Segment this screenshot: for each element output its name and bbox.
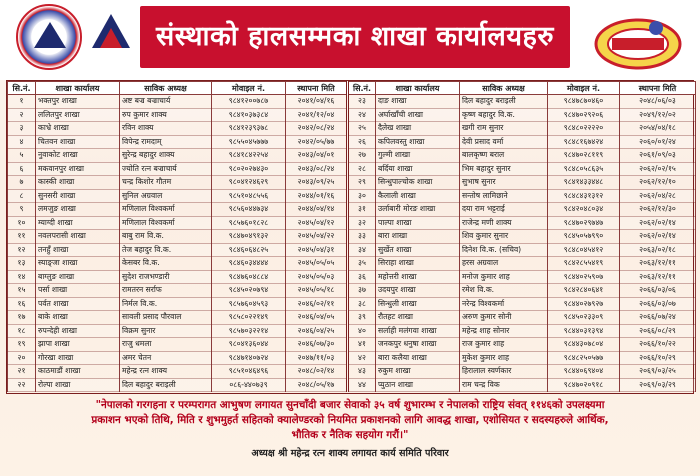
table-row xyxy=(8,338,696,352)
left-branch-name-cell: रोल्पा शाखा xyxy=(36,378,120,392)
table-row xyxy=(8,149,696,163)
right-mobile-cell: ९८४४०६९४०४ xyxy=(548,365,620,379)
left-established-date-cell: २०४५/०४/२२ xyxy=(286,230,348,244)
triangle-logo-icon xyxy=(88,12,134,52)
right-chairperson-cell: कृष्ण बहादुर वि.क. xyxy=(460,108,548,122)
anniversary-logo-icon xyxy=(592,14,684,72)
left-established-date-cell: २०४३/०९/२५ xyxy=(286,176,348,190)
left-serial-number-cell: ३ xyxy=(8,122,36,136)
left-serial-number-cell: ८ xyxy=(8,189,36,203)
left-established-date-cell: २०४२/०५/७७ xyxy=(286,135,348,149)
left-serial-number-cell: १७ xyxy=(8,311,36,325)
table-row xyxy=(8,230,696,244)
left-branch-name-cell: मकवानपुर शाखा xyxy=(36,162,120,176)
right-established-date-cell: २०६९/०३/२५ xyxy=(620,365,696,379)
left-serial-number-cell: ९ xyxy=(8,203,36,217)
left-established-date-cell: २०४३/०८/२४ xyxy=(286,162,348,176)
left-mobile-cell: ९८०४१३६०४४ xyxy=(212,338,286,352)
left-branch-name-cell: भक्तपुर शाखा xyxy=(36,95,120,109)
left-mobile-cell: ९८५१०४८५५६ xyxy=(212,189,286,203)
right-chairperson-cell: महेन्द्र शाह सोनार xyxy=(460,324,548,338)
right-mobile-cell: ९८४५०२३३०९ xyxy=(548,311,620,325)
right-chairperson-cell: राज कुमार शाह xyxy=(460,338,548,352)
left-chairperson-cell: केसबर वि.क. xyxy=(120,257,212,271)
left-established-date-cell: २०४५/०५/१८ xyxy=(286,284,348,298)
right-chairperson-cell: मुकेश कुमार शाह xyxy=(460,351,548,365)
left-established-date-cell: २०४६/०२/११ xyxy=(286,297,348,311)
left-chairperson-cell: रुप कुमार शाक्य xyxy=(120,108,212,122)
left-branch-name-cell: म्याग्दी शाखा xyxy=(36,216,120,230)
right-established-date-cell: २०६२/१२/१० xyxy=(620,176,696,190)
left-serial-number-cell: १३ xyxy=(8,257,36,271)
left-serial-number-cell: २१ xyxy=(8,365,36,379)
left-established-date-cell: २०४५/०४/३१ xyxy=(286,243,348,257)
left-established-date-cell: २०४५/०४/१२ xyxy=(286,216,348,230)
table-row xyxy=(8,351,696,365)
left-mobile-cell: ९८४१८४२२५४ xyxy=(212,149,286,163)
left-branch-name-cell: नवलपरासी शाखा xyxy=(36,230,120,244)
right-established-date-cell: २०६३/१२/११ xyxy=(620,257,696,271)
right-mobile-cell: ९८४७८७०४६० xyxy=(548,95,620,109)
table-body xyxy=(8,95,696,392)
right-chairperson-cell: अरुण कुमार सोनी xyxy=(460,311,548,325)
right-established-date-cell: २०६६/०८/२९ xyxy=(620,324,696,338)
right-serial-number-cell: ४० xyxy=(348,324,376,338)
right-mobile-cell: ९८४२८४०६४१ xyxy=(548,284,620,298)
table-row xyxy=(8,162,696,176)
column-header: मोवाइल नं. xyxy=(548,82,620,95)
table-row xyxy=(8,203,696,217)
left-serial-number-cell: १२ xyxy=(8,243,36,257)
table-row xyxy=(8,122,696,136)
left-chairperson-cell: चन्द्र किशोर गौतम xyxy=(120,176,212,190)
right-chairperson-cell: देवी प्रसाद वर्मा xyxy=(460,135,548,149)
left-serial-number-cell: ६ xyxy=(8,162,36,176)
right-chairperson-cell: राम चन्द्र विक xyxy=(460,378,548,392)
right-mobile-cell: ९८४४३०७८०४ xyxy=(548,338,620,352)
right-chairperson-cell: राजेन्द्र मणी शाक्य xyxy=(460,216,548,230)
right-chairperson-cell: मनोज कुमार शाह xyxy=(460,270,548,284)
right-established-date-cell: २०६९/०३/२९ xyxy=(620,378,696,392)
table-row xyxy=(8,95,696,109)
column-header: स्थापना मिति xyxy=(620,82,696,95)
right-mobile-cell: ९८४४०२७९२७ xyxy=(548,297,620,311)
right-branch-name-cell: जनकपुर धनुषा शाखा xyxy=(376,338,460,352)
right-chairperson-cell: शिव कुमार सुनार xyxy=(460,230,548,244)
right-mobile-cell: ९८४७०२९७४७ xyxy=(548,216,620,230)
right-serial-number-cell: २६ xyxy=(348,135,376,149)
right-chairperson-cell: बालकृष्ण बराल xyxy=(460,149,548,163)
left-mobile-cell: ९८०२०२७४३० xyxy=(212,162,286,176)
left-chairperson-cell: सावली प्रसाद पौरवाल xyxy=(120,311,212,325)
left-established-date-cell: २०४२/०८/२४ xyxy=(286,122,348,136)
right-chairperson-cell: नरेन्द्र विश्वकर्मा xyxy=(460,297,548,311)
left-mobile-cell: ९८५७६०१८२८ xyxy=(212,216,286,230)
right-established-date-cell: २०६३/०२/१८ xyxy=(620,243,696,257)
right-serial-number-cell: २५ xyxy=(348,122,376,136)
right-serial-number-cell: २३ xyxy=(348,95,376,109)
footer-line: "नेपालको गरगहना र परम्परागत आभुषण लगायत सुनचाँदी बजार सेवाको ३५ वर्ष शुभारम्भ र नेपालको राष्ट्रिय संवत् ११४६को उपलक्ष्यमा xyxy=(95,399,605,411)
right-serial-number-cell: ४१ xyxy=(348,338,376,352)
right-mobile-cell: ९८४८४३१३१२ xyxy=(548,189,620,203)
right-mobile-cell: ९८४७०२९२०६ xyxy=(548,108,620,122)
right-branch-name-cell: बर्दिया शाखा xyxy=(376,162,460,176)
right-branch-name-cell: सिन्धुपाल्चोक शाखा xyxy=(376,176,460,190)
right-serial-number-cell: ३९ xyxy=(348,311,376,325)
left-mobile-cell: ९८४७०४९१३२ xyxy=(212,230,286,244)
right-branch-name-cell: बारा कलैया शाखा xyxy=(376,351,460,365)
left-mobile-cell: ९८४७६०४८८४ xyxy=(212,270,286,284)
right-chairperson-cell: हिरालाल स्वर्णकार xyxy=(460,365,548,379)
table-row xyxy=(8,216,696,230)
left-mobile-cell: ९८४७१४०७२४ xyxy=(212,351,286,365)
left-mobile-cell: ९८५६०४४७३४ xyxy=(212,203,286,217)
right-serial-number-cell: २७ xyxy=(348,149,376,163)
column-header: स्थापना मिति xyxy=(286,82,348,95)
column-header: शाखा कार्यालय xyxy=(376,82,460,95)
right-branch-name-cell: गुल्मी शाखा xyxy=(376,149,460,163)
left-branch-name-cell: ललितपुर शाखा xyxy=(36,108,120,122)
left-established-date-cell: २०४६/०४/०५ xyxy=(286,311,348,325)
right-mobile-cell: ९८४५०५७९९० xyxy=(548,230,620,244)
left-mobile-cell: ९८५७०३२२१४ xyxy=(212,324,286,338)
right-established-date-cell: २०६६/१०/२९ xyxy=(620,351,696,365)
left-serial-number-cell: १९ xyxy=(8,338,36,352)
left-branch-name-cell: बाके शाखा xyxy=(36,311,120,325)
left-established-date-cell: २०४३/०४/०१ xyxy=(286,149,348,163)
footer-appeal xyxy=(20,398,680,443)
right-branch-name-cell: रौतहट शाखा xyxy=(376,311,460,325)
right-branch-name-cell: सिराहा शाखा xyxy=(376,257,460,271)
organization-seal-logo xyxy=(16,4,82,70)
right-established-date-cell: २०६६/०३/०७ xyxy=(620,297,696,311)
right-branch-name-cell: प्युठान शाखा xyxy=(376,378,460,392)
left-chairperson-cell: मणिलाल विश्वकर्मा xyxy=(120,216,212,230)
right-established-date-cell: २०६२/०२/१५ xyxy=(620,162,696,176)
right-serial-number-cell: ३३ xyxy=(348,230,376,244)
right-branch-name-cell: सिन्धुली शाखा xyxy=(376,297,460,311)
left-mobile-cell: ९८४१२३९३७८ xyxy=(212,122,286,136)
right-established-date-cell: २०६३/१२/११ xyxy=(620,270,696,284)
left-serial-number-cell: १८ xyxy=(8,324,36,338)
right-established-date-cell: २०६२/०४/२८ xyxy=(620,189,696,203)
right-established-date-cell: २०६६/१०/२२ xyxy=(620,338,696,352)
left-mobile-cell: ९८५५०४५७७७ xyxy=(212,135,286,149)
left-serial-number-cell: २ xyxy=(8,108,36,122)
left-mobile-cell: ९८५७६०४५९३ xyxy=(212,297,286,311)
right-chairperson-cell: दिल बहादुर बराइली xyxy=(460,95,548,109)
column-header: मोवाइल नं. xyxy=(212,82,286,95)
left-chairperson-cell: मणिलाल विश्वकर्मा xyxy=(120,203,212,217)
left-chairperson-cell: बाबु राम वि.क. xyxy=(120,230,212,244)
right-mobile-cell: ९८४४०३१३९४ xyxy=(548,324,620,338)
left-mobile-cell: ९८४१०३७३८४ xyxy=(212,108,286,122)
right-chairperson-cell: भिम बहादुर सुनार xyxy=(460,162,548,176)
right-serial-number-cell: ३१ xyxy=(348,203,376,217)
left-chairperson-cell: रामतरन सर्राफ xyxy=(120,284,212,298)
right-branch-name-cell: उदयपुर शाखा xyxy=(376,284,460,298)
right-established-date-cell: २०६६/०७/२४ xyxy=(620,311,696,325)
right-serial-number-cell: ४४ xyxy=(348,378,376,392)
right-chairperson-cell: हरस अग्रवाल xyxy=(460,257,548,271)
table-header-row xyxy=(8,82,696,95)
left-serial-number-cell: १६ xyxy=(8,297,36,311)
footer-signature: अध्यक्ष श्री महेन्द्र रत्न शाक्य लगायत कार्य समिति परिवार xyxy=(251,448,449,459)
left-established-date-cell: २०४१/०४/१६ xyxy=(286,95,348,109)
left-established-date-cell: २०४१/१२/०४ xyxy=(286,108,348,122)
right-serial-number-cell: २९ xyxy=(348,176,376,190)
right-mobile-cell: ९८४८०४५४१२ xyxy=(548,243,620,257)
title-banner xyxy=(140,6,570,68)
right-serial-number-cell: २८ xyxy=(348,162,376,176)
left-mobile-cell: ९८४६०६४८२५ xyxy=(212,243,286,257)
left-chairperson-cell: विक्रम सुनार xyxy=(120,324,212,338)
right-mobile-cell: ९८४८०२२२२० xyxy=(548,122,620,136)
left-established-date-cell: २०४४/०४/१४ xyxy=(286,203,348,217)
left-branch-name-cell: काठमाडौं शाखा xyxy=(36,365,120,379)
left-branch-name-cell: तनहुँ शाखा xyxy=(36,243,120,257)
left-established-date-cell: २०४७/११/०३ xyxy=(286,351,348,365)
left-chairperson-cell: सुरेन्द्र बहादुर शाक्य xyxy=(120,149,212,163)
table-row xyxy=(8,176,696,190)
table-row xyxy=(8,189,696,203)
table-row xyxy=(8,297,696,311)
right-mobile-cell: ९८४७०२८११९ xyxy=(548,149,620,163)
left-chairperson-cell: अष्ट बज्र बज्राचार्य xyxy=(120,95,212,109)
right-serial-number-cell: ३४ xyxy=(348,243,376,257)
right-established-date-cell: २०६२/०२/१४ xyxy=(620,230,696,244)
column-header: साविक अध्यक्ष xyxy=(460,82,548,95)
right-chairperson-cell: रमेश वि.क. xyxy=(460,284,548,298)
left-established-date-cell: २०४८/०२/१४ xyxy=(286,365,348,379)
table-row xyxy=(8,311,696,325)
left-serial-number-cell: १५ xyxy=(8,284,36,298)
right-branch-name-cell: सर्लाही मलंगवा शाखा xyxy=(376,324,460,338)
right-branch-name-cell: उर्लाबारी मोरङ शाखा xyxy=(376,203,460,217)
left-chairperson-cell: निर्मल वि.क. xyxy=(120,297,212,311)
left-mobile-cell: ९८५८०२२१४९ xyxy=(212,311,286,325)
right-branch-name-cell: दाङ शाखा xyxy=(376,95,460,109)
right-mobile-cell: ९८४१४३३४४८ xyxy=(548,176,620,190)
left-mobile-cell: ९८४१२००७८७ xyxy=(212,95,286,109)
page-title: संस्थाको हालसम्मका शाखा कार्यालयहरु xyxy=(156,21,554,52)
right-established-date-cell: २०६०/०१/२४ xyxy=(620,135,696,149)
right-serial-number-cell: ३२ xyxy=(348,216,376,230)
left-serial-number-cell: ११ xyxy=(8,230,36,244)
right-branch-name-cell: पाल्पा शाखा xyxy=(376,216,460,230)
left-chairperson-cell: दिल बहादुर बराइली xyxy=(120,378,212,392)
left-established-date-cell: २०४५/०५/०५ xyxy=(286,257,348,271)
left-chairperson-cell: विपेन्द्र रामदाम् xyxy=(120,135,212,149)
table-row xyxy=(8,257,696,271)
left-branch-name-cell: लमजुङ शाखा xyxy=(36,203,120,217)
table-row xyxy=(8,270,696,284)
right-branch-name-cell: कैलाली शाखा xyxy=(376,189,460,203)
right-chairperson-cell: दिनेश वि.क. (सचिव) xyxy=(460,243,548,257)
right-branch-name-cell: रुकुम शाखा xyxy=(376,365,460,379)
left-chairperson-cell: महेन्द्र रत्न शाक्य xyxy=(120,365,212,379)
column-header: साविक अध्यक्ष xyxy=(120,82,212,95)
left-serial-number-cell: १० xyxy=(8,216,36,230)
left-mobile-cell: ०८६-४४०७३९ xyxy=(212,378,286,392)
left-chairperson-cell: अमर चेतन xyxy=(120,351,212,365)
page-header xyxy=(0,0,700,80)
table-row xyxy=(8,108,696,122)
right-branch-name-cell: कपिलवस्तु शाखा xyxy=(376,135,460,149)
left-established-date-cell: २०४६/०७/३० xyxy=(286,338,348,352)
branch-offices-table xyxy=(7,81,696,392)
left-established-date-cell: २०४८/०५/१७ xyxy=(286,378,348,392)
left-chairperson-cell: तेज बहादुर वि.क. xyxy=(120,243,212,257)
left-chairperson-cell: सुदेश राजभण्डारी xyxy=(120,270,212,284)
right-established-date-cell: २०६६/०३/०६ xyxy=(620,284,696,298)
left-serial-number-cell: ७ xyxy=(8,176,36,190)
table-row xyxy=(8,365,696,379)
right-chairperson-cell: दया राम भट्टराई xyxy=(460,203,548,217)
left-branch-name-cell: पर्सा शाखा xyxy=(36,284,120,298)
left-mobile-cell: ९८४६०३४४४४ xyxy=(212,257,286,271)
table-row xyxy=(8,378,696,392)
right-branch-name-cell: दैलेख शाखा xyxy=(376,122,460,136)
left-branch-name-cell: काभ्रे शाखा xyxy=(36,122,120,136)
branch-table-container xyxy=(6,80,694,394)
left-chairperson-cell: राजु धमला xyxy=(120,338,212,352)
left-mobile-cell: ९८०४१२४६२९ xyxy=(212,176,286,190)
right-mobile-cell: ९८४८०५८६३५ xyxy=(548,162,620,176)
left-serial-number-cell: ४ xyxy=(8,135,36,149)
right-branch-name-cell: महोत्तरी शाखा xyxy=(376,270,460,284)
left-branch-name-cell: बाग्लुङ शाखा xyxy=(36,270,120,284)
table-row xyxy=(8,324,696,338)
right-established-date-cell: २०६२/०२/१४ xyxy=(620,216,696,230)
right-serial-number-cell: ३० xyxy=(348,189,376,203)
left-chairperson-cell: रविन शाक्य xyxy=(120,122,212,136)
left-branch-name-cell: नुवाकोट शाखा xyxy=(36,149,120,163)
left-branch-name-cell: कास्की शाखा xyxy=(36,176,120,190)
right-mobile-cell: ९८४८२५०५७७ xyxy=(548,351,620,365)
left-serial-number-cell: २० xyxy=(8,351,36,365)
right-serial-number-cell: ४३ xyxy=(348,365,376,379)
left-chairperson-cell: सुनिल अग्रवाल xyxy=(120,189,212,203)
right-mobile-cell: ९८४४०२५९०७ xyxy=(548,270,620,284)
right-established-date-cell: २०६१/०९/०३ xyxy=(620,149,696,163)
left-established-date-cell: २०४५/०५/०३ xyxy=(286,270,348,284)
left-serial-number-cell: १ xyxy=(8,95,36,109)
right-serial-number-cell: ३७ xyxy=(348,284,376,298)
right-established-date-cell: २०४८/०६/०३ xyxy=(620,95,696,109)
left-branch-name-cell: रुपन्देही शाखा xyxy=(36,324,120,338)
left-serial-number-cell: २२ xyxy=(8,378,36,392)
right-branch-name-cell: बारा शाखा xyxy=(376,230,460,244)
left-branch-name-cell: गोरखा शाखा xyxy=(36,351,120,365)
left-branch-name-cell: सुनसरी शाखा xyxy=(36,189,120,203)
right-serial-number-cell: ३६ xyxy=(348,270,376,284)
footer-line: प्रकाशन भएको तिथि, मिति र शुभमुहर्त सहितको क्यालेण्डरको नियमित प्रकाशनको लागि आवद्ध शाखा, एशोसियत र सदस्यहरुले आर्थिक, xyxy=(91,414,609,426)
right-mobile-cell: ९८४२८५५४१९ xyxy=(548,257,620,271)
left-branch-name-cell: झापा शाखा xyxy=(36,338,120,352)
right-established-date-cell: २०४९/१२/०२ xyxy=(620,108,696,122)
footer-line: भौतिक र नैतिक सहयोग गरौं।" xyxy=(291,429,409,441)
column-header: सि.नं. xyxy=(8,82,36,95)
right-mobile-cell: ९८४२०४८०३४ xyxy=(548,203,620,217)
right-serial-number-cell: २४ xyxy=(348,108,376,122)
left-established-date-cell: २०४४/०१/१६ xyxy=(286,189,348,203)
left-branch-name-cell: पर्वत शाखा xyxy=(36,297,120,311)
left-established-date-cell: २०४६/०४/२५ xyxy=(286,324,348,338)
left-mobile-cell: ९८४५०२०७९४ xyxy=(212,284,286,298)
left-branch-name-cell: चितवन शाखा xyxy=(36,135,120,149)
right-chairperson-cell: सुभाष सुनार xyxy=(460,176,548,190)
table-row xyxy=(8,135,696,149)
mountain-emblem-icon xyxy=(34,22,66,48)
right-established-date-cell: २०५४/०४/१८ xyxy=(620,122,696,136)
left-serial-number-cell: १४ xyxy=(8,270,36,284)
right-serial-number-cell: ४२ xyxy=(348,351,376,365)
left-chairperson-cell: ज्योति रत्न बज्राचार्य xyxy=(120,162,212,176)
left-branch-name-cell: स्याङ्जा शाखा xyxy=(36,257,120,271)
table-row xyxy=(8,243,696,257)
right-branch-name-cell: सुर्खेत शाखा xyxy=(376,243,460,257)
left-serial-number-cell: ५ xyxy=(8,149,36,163)
right-mobile-cell: ९८४८१६७४२४ xyxy=(548,135,620,149)
column-header: शाखा कार्यालय xyxy=(36,82,120,95)
right-established-date-cell: २०६२/१२/३० xyxy=(620,203,696,217)
left-mobile-cell: ९८५१०४६४९६ xyxy=(212,365,286,379)
right-chairperson-cell: खगी राम सुनार xyxy=(460,122,548,136)
right-branch-name-cell: अर्घाखाँची शाखा xyxy=(376,108,460,122)
right-chairperson-cell: सन्तोष लामिछाने xyxy=(460,189,548,203)
right-mobile-cell: ९८४७०२०९१८ xyxy=(548,378,620,392)
right-serial-number-cell: ३५ xyxy=(348,257,376,271)
right-serial-number-cell: ३८ xyxy=(348,297,376,311)
column-header: सि.नं. xyxy=(348,82,376,95)
table-row xyxy=(8,284,696,298)
